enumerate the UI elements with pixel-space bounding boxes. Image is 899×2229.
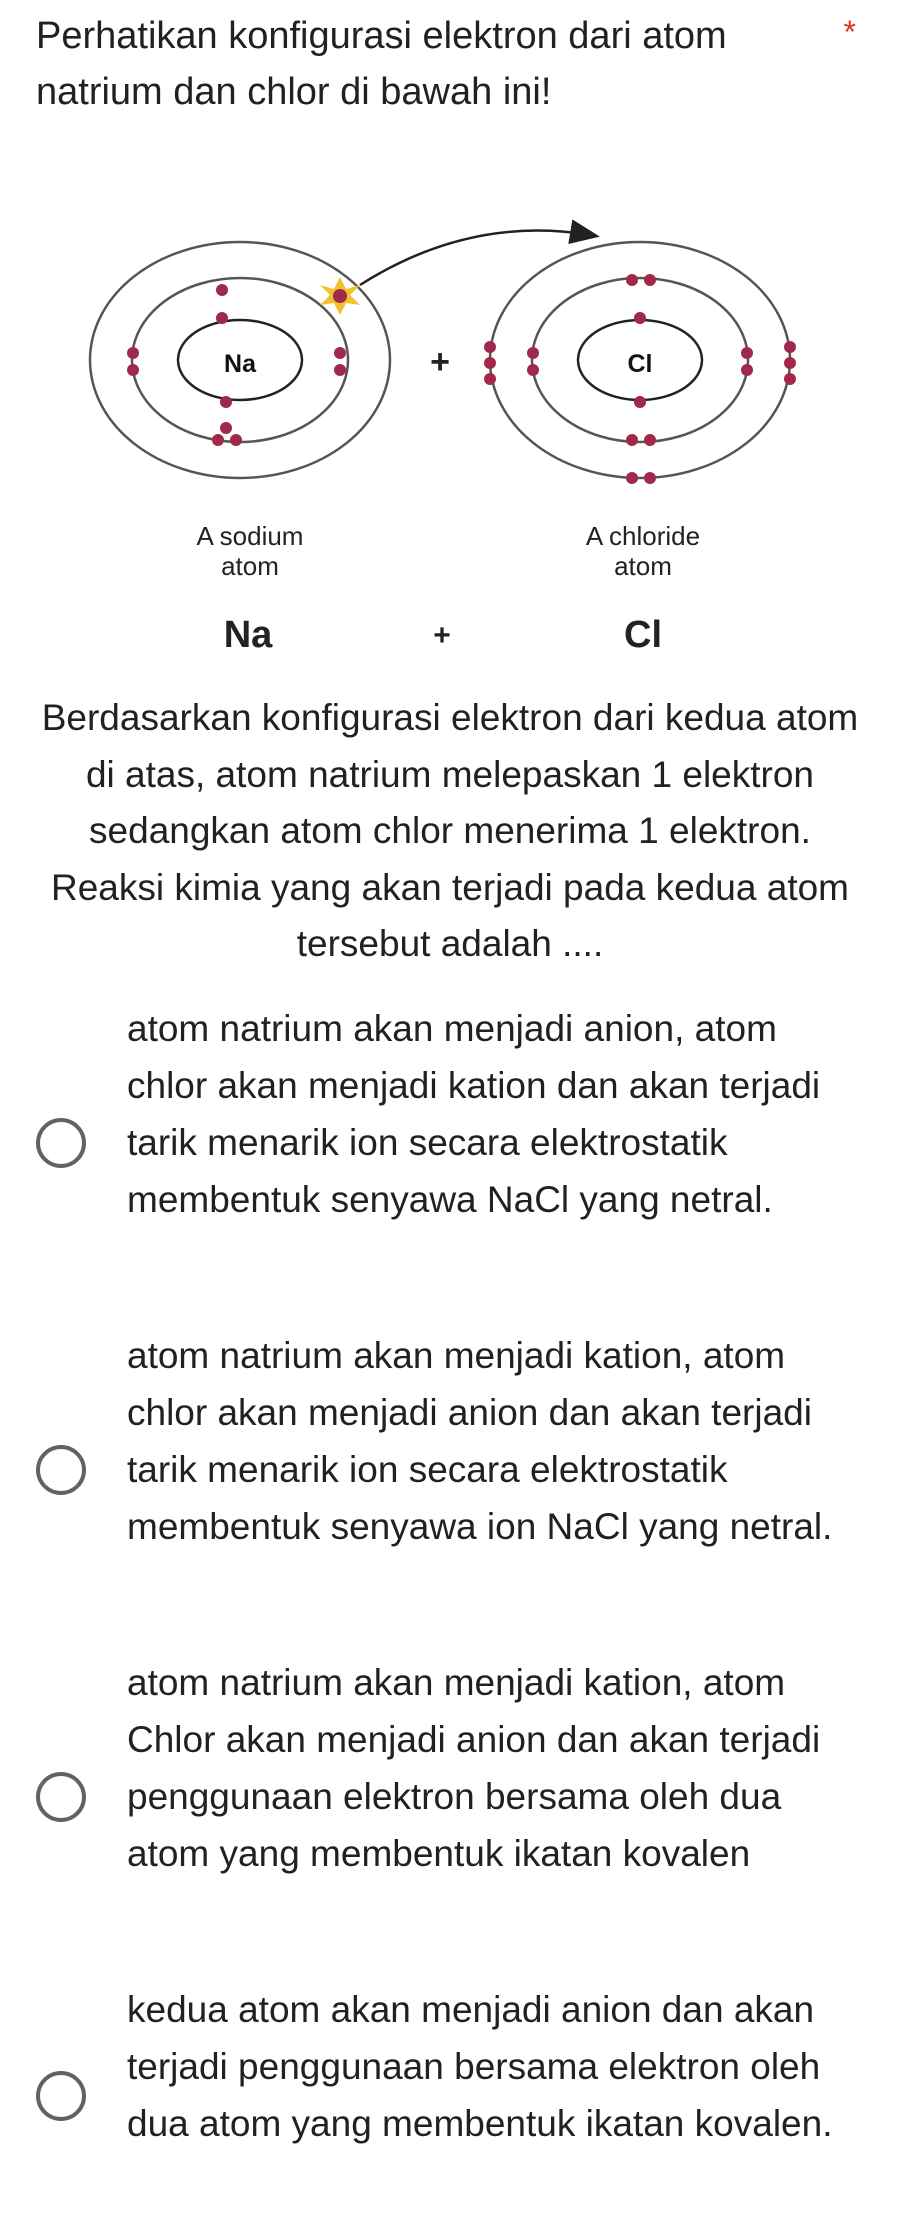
option-b[interactable]	[0, 1327, 899, 1617]
chlorine-electrons	[484, 274, 796, 484]
option-c[interactable]	[0, 1654, 899, 1944]
option-d[interactable]	[0, 1981, 899, 2216]
option-b-label: atom natrium akan menjadi kation, atom chlor akan menjadi anion dan akan terjadi tarik menarik ion secara elektrostatik membentuk senyawa ion NaCl yang netral.	[127, 1335, 833, 1547]
option-c-label: atom natrium akan menjadi kation, atom Chlor akan menjadi anion dan akan terjadi penggunaan elektron bersama oleh dua atom yang membentuk ikatan kovalen	[127, 1662, 821, 1874]
option-a-label: atom natrium akan menjadi anion, atom chlor akan menjadi kation dan akan terjadi tarik menarik ion secara elektrostatik membentuk senyawa NaCl yang netral.	[127, 1008, 821, 1220]
chlorine-atom	[490, 242, 790, 478]
question-title: Perhatikan konfigurasi elektron dari atom natrium dan chlor di bawah ini!	[36, 15, 727, 113]
radio-button-b[interactable]	[36, 1445, 86, 1495]
transfer-arrow	[360, 231, 590, 285]
electron-configuration-diagram	[0, 205, 899, 665]
required-marker: *	[843, 14, 856, 50]
radio-button-a[interactable]	[36, 1118, 86, 1168]
radio-button-d[interactable]	[36, 2071, 86, 2121]
radio-button-c[interactable]	[36, 1772, 86, 1822]
sodium-nucleus-label: Na	[224, 350, 256, 378]
option-d-label: kedua atom akan menjadi anion dan akan terjadi penggunaan bersama elektron oleh dua atom yang membentuk ikatan kovalen.	[127, 1989, 833, 2144]
chlorine-nucleus-label: Cl	[627, 350, 653, 378]
plus-sign: +	[430, 343, 450, 381]
sodium-caption-line2: atom	[221, 551, 279, 581]
chlorine-caption-line1: A chloride	[585, 521, 701, 551]
question-header	[36, 8, 856, 120]
sodium-caption-line1: A sodium	[196, 521, 304, 551]
bottom-chlorine-symbol: Cl	[624, 614, 662, 656]
atom-diagram	[0, 205, 899, 665]
chlorine-caption-line2: atom	[614, 551, 672, 581]
bottom-sodium-symbol: Na	[223, 614, 273, 656]
bottom-plus-sign: +	[433, 619, 451, 652]
option-a[interactable]	[0, 1000, 899, 1290]
question-description: Berdasarkan konfigurasi elektron dari kedua atom di atas, atom natrium melepaskan 1 elektron sedangkan atom chlor menerima 1 elektron. Reaksi kimia yang akan terjadi pada kedua atom tersebut adalah ....	[41, 697, 859, 964]
